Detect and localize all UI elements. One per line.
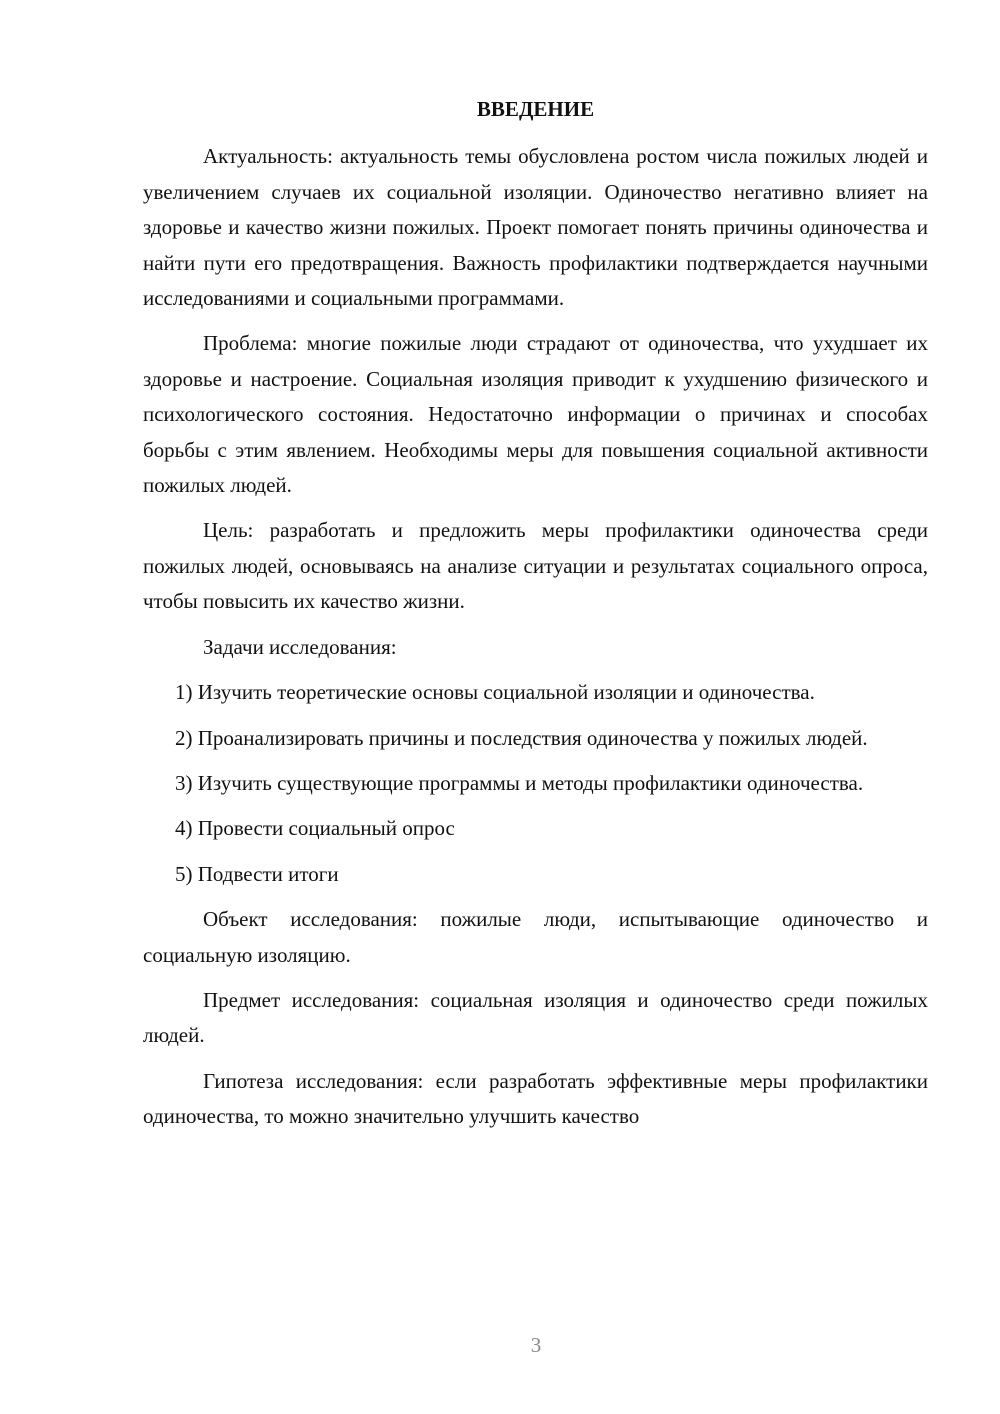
paragraph-problem: Проблема: многие пожилые люди страдают от одиночества, что ухудшает их здоровье и настроение. Социальная изоляция приводит к ухудшению физического и психологического состояния. Недостаточно информации о причинах и способах борьбы с этим явлением. Необходимы меры для повышения социальной активности пожилых людей. <box>143 331 928 498</box>
document-page <box>143 92 928 1145</box>
page-number: 3 <box>530 1333 542 1357</box>
task-item-3: 3) Изучить существующие программы и методы профилактики одиночества. <box>175 770 864 795</box>
paragraph-subject: Предмет исследования: социальная изоляция и одиночество среди пожилых людей. <box>143 987 928 1048</box>
document-title: ВВЕДЕНИЕ <box>476 97 595 121</box>
paragraph-hypothesis: Гипотеза исследования: если разработать эффективные меры профилактики одиночества, то можно значительно улучшить качество <box>143 1068 928 1129</box>
paragraph-relevance: Актуальность: актуальность темы обусловлена ростом числа пожилых людей и увеличением случаев их социальной изоляции. Одиночество негативно влияет на здоровье и качество жизни пожилых. Проект помогает понять причины одиночества и найти пути его предотвращения. Важность профилактики подтверждается научными исследованиями и социальными программами. <box>143 144 928 311</box>
task-item-4: 4) Провести социальный опрос <box>175 816 455 841</box>
tasks-heading: Задачи исследования: <box>203 634 397 659</box>
task-item-2: 2) Проанализировать причины и последствия одиночества у пожилых людей. <box>175 725 868 750</box>
task-item-5: 5) Подвести итоги <box>175 861 339 886</box>
task-item-1: 1) Изучить теоретические основы социальной изоляции и одиночества. <box>175 680 815 705</box>
paragraph-goal: Цель: разработать и предложить меры профилактики одиночества среди пожилых людей, основываясь на анализе ситуации и результатах социального опроса, чтобы повысить их качество жизни. <box>143 518 928 614</box>
paragraph-object: Объект исследования: пожилые люди, испытывающие одиночество и социальную изоляцию. <box>143 907 928 967</box>
